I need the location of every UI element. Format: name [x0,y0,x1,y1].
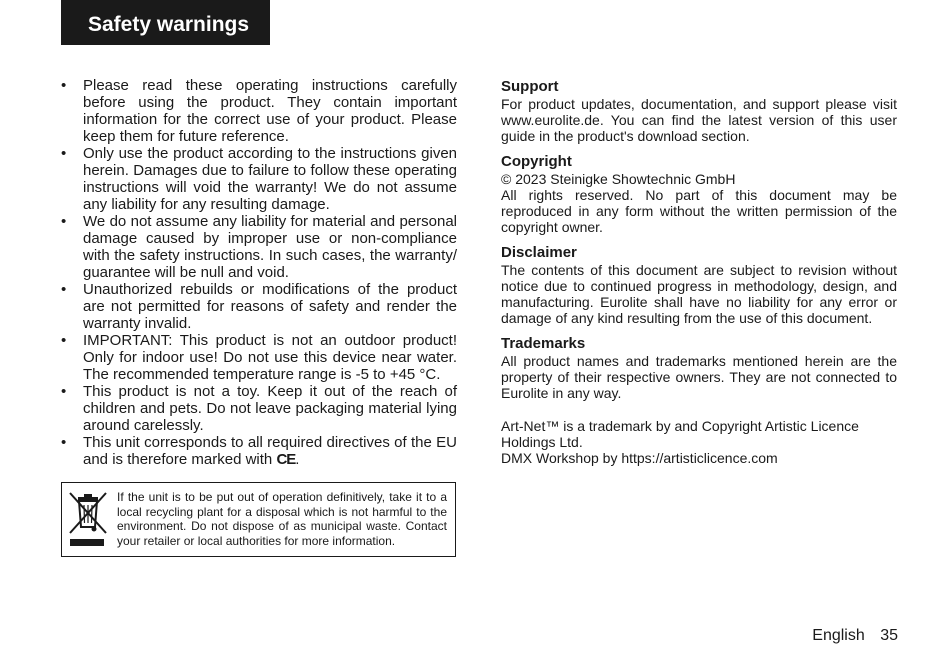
warning-text: IMPORTANT: This product is not an outdoor product! Only for indoor use! Do not use this device near water. The recommended temperature range is -5 to +45 °C. [83,332,457,383]
warning-text: Please read these operating instructions carefully before using the product. They contain important information for the correct use of your product. Please keep them for future reference. [83,77,457,145]
disposal-notice [61,482,456,557]
disposal-text: If the unit is to be put out of operation definitively, take it to a local recycling plant for a disposal which is not harmful to the environment. Do not dispose of as municipal waste. Contact your retailer or local authorities for more information. [117,490,447,548]
warning-text: Only use the product according to the instructions given herein. Damages due to failure to follow these operating instructions will void the warranty! We do not assume any liability for any resulting damage. [83,145,457,213]
trademarks-text: All product names and trademarks mentioned herein are the property of their respective owners. They are not connected to Eurolite in any way. [501,353,897,401]
bullet-icon: • [61,434,67,451]
list-item [61,434,457,468]
bullet-icon: • [61,145,67,162]
bullet-icon: • [61,213,67,230]
list-item [61,332,457,383]
list-item [61,383,457,434]
copyright-section [501,153,897,235]
page-title: Safety warnings [88,13,250,36]
warning-text: This unit corresponds to all required directives of the EU and is therefore marked with [83,434,457,468]
warnings-list [61,77,457,468]
copyright-heading: Copyright [501,153,572,170]
bullet-icon: • [61,77,67,94]
list-item [61,77,457,145]
ce-suffix: . [295,451,300,468]
warning-text: We do not assume any liability for material and personal damage caused by improper use or non-compliance with the safety instructions. In such cases, the warranty/ guarantee will be null and void. [83,213,457,281]
disclaimer-text: The contents of this document are subject to revision without notice due to continued progress in methodology, design, and manufacturing. Eurolite shall have no liability for any error or damage of any kind resulting from the use of this document. [501,262,897,326]
warnings-column [61,77,457,468]
warning-text: Unauthorized rebuilds or modifications of the product are not permitted for reasons of safety and render the warranty invalid. [83,281,457,332]
page-number: 35 [880,627,898,644]
copyright-owner: © 2023 Steinigke Showtechnic GmbH [501,171,736,187]
copyright-text: All rights reserved. No part of this document may be reproduced in any form without the written permission of the copyright owner. [501,187,897,235]
artnet-trademark: Art-Net™ is a trademark by and Copyright Artistic Licence Holdings Ltd. [501,418,859,450]
trademarks-section [501,335,897,401]
support-section [501,78,897,144]
page-footer [812,627,898,645]
footer-language: English [812,627,865,644]
bullet-icon: • [61,281,67,298]
list-item [61,281,457,332]
artnet-notice [501,418,897,466]
list-item [61,213,457,281]
info-column [501,78,897,466]
disclaimer-section [501,244,897,326]
ce-mark-icon: CE [276,451,296,468]
header-bar [61,0,270,45]
bullet-icon: • [61,383,67,400]
disclaimer-heading: Disclaimer [501,244,577,261]
warning-text: This product is not a toy. Keep it out of the reach of children and pets. Do not leave packaging material lying around carelessly. [83,383,457,434]
crossed-out-wheelie-bin-icon [68,491,108,549]
support-text: For product updates, documentation, and support please visit www.eurolite.de. You can find the latest version of this user guide in the product's download section. [501,96,897,144]
support-heading: Support [501,78,559,95]
bullet-icon: • [61,332,67,349]
list-item [61,145,457,213]
trademarks-heading: Trademarks [501,335,586,352]
dmx-workshop-credit: DMX Workshop by https://artisticlicence.com [501,450,778,466]
